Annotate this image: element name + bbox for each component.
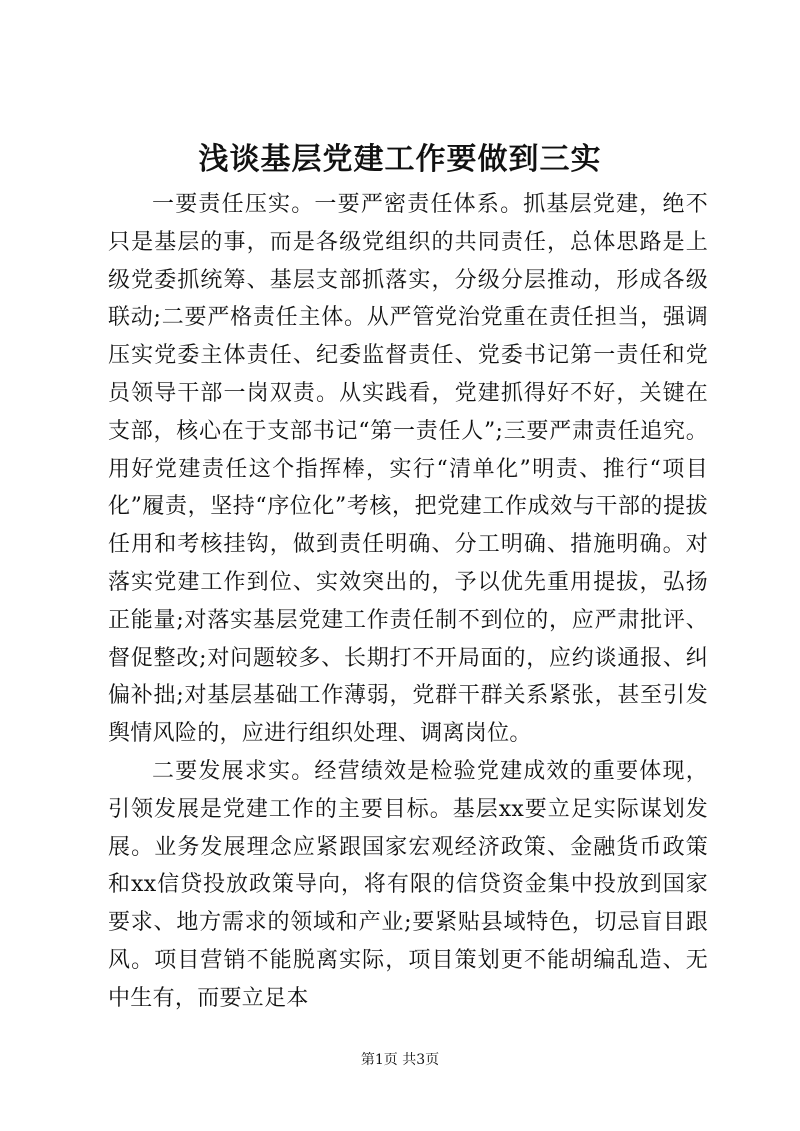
paragraph-1: 一要责任压实。一要严密责任体系。抓基层党建，绝不只是基层的事，而是各级党组织的共同责任，总体思路是上级党委抓统筹、基层支部抓落实，分级分层推动，形成各级联动;二要严格责任主体。从严管党治党重在责任担当，强调压实党委主体责任、纪委监督责任、党委书记第一责任和党员领导干部一岗双责。从实践看，党建抓得好不好，关键在支部，核心在于支部书记“第一责任人”;三要严肃责任追究。用好党建责任这个指挥棒，实行“清单化”明责、推行“项目化”履责，坚持“序位化”考核，把党建工作成效与干部的提拔任用和考核挂钩，做到责任明确、分工明确、措施明确。对落实党建工作到位、实效突出的，予以优先重用提拔，弘扬正能量;对落实基层党建工作责任制不到位的，应严肃批评、督促整改;对问题较多、长期打不开局面的，应约谈通报、纠偏补拙;对基层基础工作薄弱，党群干群关系紧张，甚至引发舆情风险的，应进行组织处理、调离岗位。 xyxy=(108,192,708,747)
paragraph-2: 二要发展求实。经营绩效是检验党建成效的重要体现，引领发展是党建工作的主要目标。基层xx要立足实际谋划发展。业务发展理念应紧跟国家宏观经济政策、金融货币政策和xx信贷投放政策导向，将有限的信贷资金集中投放到国家要求、地方需求的领域和产业;要紧贴县域特色，切忌盲目跟风。项目营销不能脱离实际，项目策划更不能胡编乱造、无中生有，而要立足本 xyxy=(108,758,708,1011)
page-footer: 第1页 共3页 xyxy=(360,1052,440,1068)
document-body xyxy=(108,186,708,1018)
document-title: 浅谈基层党建工作要做到三实 xyxy=(198,142,602,177)
